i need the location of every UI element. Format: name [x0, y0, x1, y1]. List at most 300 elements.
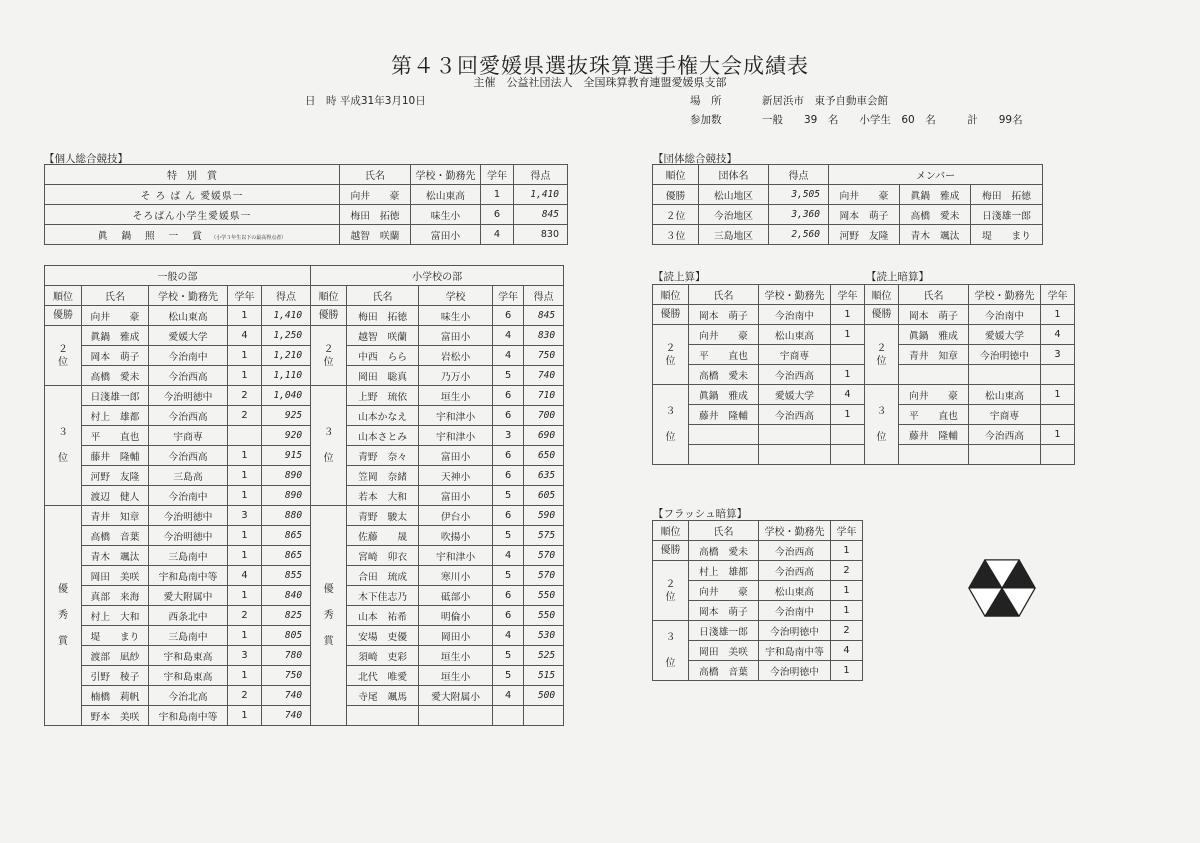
- grade-cell: 3: [1041, 345, 1075, 365]
- name-cell: 河野 友隆: [82, 466, 149, 486]
- rank-cell: ２ 位: [311, 326, 347, 386]
- table-row: [45, 686, 564, 706]
- grade-cell: [1041, 445, 1075, 465]
- table-row: [45, 446, 564, 466]
- school-cell: 垣生小: [419, 646, 493, 666]
- name-cell: 若本 大和: [347, 486, 419, 506]
- header-award: 特 別 賞: [45, 165, 340, 185]
- score-cell: 890: [262, 466, 311, 486]
- grade-cell: 1: [831, 601, 863, 621]
- score-cell: 525: [524, 646, 564, 666]
- name-cell: 平 直也: [899, 405, 969, 425]
- score-cell: 750: [524, 346, 564, 366]
- header-grade: 学年: [493, 286, 524, 306]
- grade-cell: 3: [493, 426, 524, 446]
- name-cell: 高橋 愛未: [689, 365, 759, 385]
- header-name: 氏名: [82, 286, 149, 306]
- header-team: 団体名: [699, 165, 769, 185]
- header-rank: 順位: [653, 165, 699, 185]
- member-cell: 眞鍋 雅成: [900, 185, 971, 205]
- school-cell: 今治南中: [759, 601, 831, 621]
- grade-cell: 1: [228, 586, 262, 606]
- anzan-section-title: 【読上暗算】: [866, 271, 929, 283]
- table-row: [45, 706, 564, 726]
- school-cell: 富田小: [419, 326, 493, 346]
- score-cell: 830: [524, 326, 564, 346]
- table-row: [45, 306, 564, 326]
- grade-cell: 4: [831, 641, 863, 661]
- table-row: [45, 406, 564, 426]
- grade-cell: 3: [228, 506, 262, 526]
- score-cell: 780: [262, 646, 311, 666]
- table-row: [45, 646, 564, 666]
- school-cell: 今治南中: [969, 305, 1041, 325]
- grade-cell: 2: [228, 406, 262, 426]
- score-cell: 690: [524, 426, 564, 446]
- name-cell: 梅田 拓徳: [347, 306, 419, 326]
- score-cell: 915: [262, 446, 311, 466]
- school-cell: 乃万小: [419, 366, 493, 386]
- grade-cell: 1: [228, 626, 262, 646]
- grade-cell: 3: [228, 646, 262, 666]
- name-cell: 向井 豪: [689, 325, 759, 345]
- school-cell: 宇和島東高: [149, 666, 228, 686]
- name-cell: 岡田 美咲: [689, 641, 759, 661]
- school-cell: 今治北高: [149, 686, 228, 706]
- score-cell: 805: [262, 626, 311, 646]
- rank-cell: 優勝: [653, 185, 699, 205]
- header-rank: 順位: [653, 285, 689, 305]
- school-cell: 三島南中: [149, 626, 228, 646]
- grade-cell: 1: [481, 185, 514, 205]
- header-school: 学校: [419, 286, 493, 306]
- score-cell: 605: [524, 486, 564, 506]
- school-cell: 今治南中: [759, 305, 831, 325]
- score-cell: 1,210: [262, 346, 311, 366]
- score-cell: 865: [262, 546, 311, 566]
- score-cell: 845: [514, 205, 568, 225]
- table-row: [45, 366, 564, 386]
- venue: 新居浜市 東予自動車会館: [762, 95, 888, 107]
- header-rank: 順位: [653, 521, 689, 541]
- grade-cell: 1: [1041, 385, 1075, 405]
- award-cell: [45, 225, 340, 245]
- rank-cell: ２位: [653, 205, 699, 225]
- name-cell: 向井 豪: [689, 581, 759, 601]
- name-cell: 藤井 隆輔: [899, 425, 969, 445]
- rank-cell: ２ 位: [45, 326, 82, 386]
- rank-cell: ３ 位: [311, 386, 347, 506]
- header-name: 氏名: [689, 285, 759, 305]
- award-cell: そろばん小学生愛媛県一: [45, 205, 340, 225]
- grade-cell: 6: [493, 386, 524, 406]
- rank-cell: 優勝: [865, 305, 899, 325]
- school-cell: 今治明徳中: [759, 661, 831, 681]
- grade-cell: 5: [493, 566, 524, 586]
- score-cell: 855: [262, 566, 311, 586]
- name-cell: 高橋 愛未: [82, 366, 149, 386]
- header-grade: 学年: [1041, 285, 1075, 305]
- school-cell: 宇和島南中等: [759, 641, 831, 661]
- school-cell: 今治西高: [759, 365, 831, 385]
- school-cell: 宇商専: [759, 345, 831, 365]
- school-cell: 三島南中: [149, 546, 228, 566]
- yomiage-table: [652, 284, 865, 465]
- name-cell: 中西 らら: [347, 346, 419, 366]
- score-cell: 880: [262, 506, 311, 526]
- school-cell: 今治西高: [759, 405, 831, 425]
- name-cell: 日淺雄一郎: [689, 621, 759, 641]
- flash-table: [652, 520, 863, 681]
- school-cell: 垣生小: [419, 666, 493, 686]
- name-cell: 北代 唯愛: [347, 666, 419, 686]
- school-cell: 松山東高: [969, 385, 1041, 405]
- table-row: [45, 205, 568, 225]
- table-row: [45, 606, 564, 626]
- grade-cell: 4: [493, 686, 524, 706]
- grade-cell: 4: [228, 566, 262, 586]
- school-cell: 味生小: [411, 205, 481, 225]
- table-row: [45, 225, 568, 245]
- team-cell: 三島地区: [699, 225, 769, 245]
- header-school: 学校・勤務先: [411, 165, 481, 185]
- table-row: [865, 305, 1075, 325]
- school-cell: [759, 445, 831, 465]
- name-cell: 真部 来海: [82, 586, 149, 606]
- name-cell: 堤 まり: [82, 626, 149, 646]
- score-cell: 740: [262, 706, 311, 726]
- award-note: （小学３年生以下の最高得点者）: [213, 234, 287, 241]
- score-cell: 590: [524, 506, 564, 526]
- score-cell: 700: [524, 406, 564, 426]
- name-cell: 引野 稜子: [82, 666, 149, 686]
- name-cell: 高橋 音葉: [689, 661, 759, 681]
- score-cell: 1,040: [262, 386, 311, 406]
- name-cell: 梅田 拓徳: [340, 205, 411, 225]
- member-cell: 堤 まり: [971, 225, 1043, 245]
- event-date: 日 時 平成31年3月10日: [305, 95, 426, 107]
- school-cell: 今治明徳中: [149, 526, 228, 546]
- school-cell: 今治明徳中: [759, 621, 831, 641]
- score-cell: 3,505: [769, 185, 829, 205]
- venue-label: 場 所: [690, 95, 722, 107]
- team-cell: 松山地区: [699, 185, 769, 205]
- rank-cell: 優 秀 賞: [311, 506, 347, 726]
- name-cell: 日淺雄一郎: [82, 386, 149, 406]
- name-cell: 楠橋 莉帆: [82, 686, 149, 706]
- grade-cell: 4: [493, 626, 524, 646]
- name-cell: 山本かなえ: [347, 406, 419, 426]
- score-cell: 925: [262, 406, 311, 426]
- name-cell: 岡田 聡真: [347, 366, 419, 386]
- grade-cell: 2: [831, 561, 863, 581]
- name-cell: 眞鍋 雅成: [689, 385, 759, 405]
- table-row: [865, 325, 1075, 345]
- school-cell: 岡田小: [419, 626, 493, 646]
- grade-cell: 1: [831, 325, 865, 345]
- score-cell: 530: [524, 626, 564, 646]
- school-cell: 松山東高: [759, 325, 831, 345]
- school-cell: 今治南中: [149, 346, 228, 366]
- school-cell: 吹揚小: [419, 526, 493, 546]
- grade-cell: 6: [493, 406, 524, 426]
- rank-cell: ３ 位: [865, 385, 899, 465]
- school-cell: 愛媛大学: [149, 326, 228, 346]
- table-row: [45, 586, 564, 606]
- school-cell: 松山東高: [759, 581, 831, 601]
- name-cell: 向井 豪: [340, 185, 411, 205]
- school-cell: 三島高: [149, 466, 228, 486]
- grade-cell: 1: [228, 446, 262, 466]
- grade-cell: [831, 445, 865, 465]
- award-text: 眞 鍋 照 一 賞: [97, 230, 204, 242]
- score-cell: 550: [524, 586, 564, 606]
- header-score: 得点: [262, 286, 311, 306]
- name-cell: 笠岡 奈緒: [347, 466, 419, 486]
- school-cell: 今治明徳中: [149, 506, 228, 526]
- grade-cell: 4: [493, 346, 524, 366]
- score-cell: 920: [262, 426, 311, 446]
- school-cell: 愛大附属小: [419, 686, 493, 706]
- grade-cell: 6: [493, 606, 524, 626]
- grade-cell: 6: [493, 586, 524, 606]
- score-cell: 635: [524, 466, 564, 486]
- school-cell: 富田小: [419, 446, 493, 466]
- name-cell: 須崎 吏彩: [347, 646, 419, 666]
- score-cell: 500: [524, 686, 564, 706]
- grade-cell: 1: [228, 546, 262, 566]
- name-cell: [347, 706, 419, 726]
- anzan-table: [864, 284, 1075, 465]
- name-cell: 高橋 愛未: [689, 541, 759, 561]
- school-cell: 松山東高: [149, 306, 228, 326]
- grade-cell: [831, 425, 865, 445]
- grade-cell: 5: [493, 366, 524, 386]
- name-cell: 藤井 隆輔: [82, 446, 149, 466]
- name-cell: 宮崎 卯衣: [347, 546, 419, 566]
- name-cell: 平 直也: [82, 426, 149, 446]
- member-cell: 梅田 拓徳: [971, 185, 1043, 205]
- grade-cell: 5: [493, 486, 524, 506]
- rank-cell: ２ 位: [653, 561, 689, 621]
- table-row: [653, 325, 865, 345]
- rank-cell: ２ 位: [865, 325, 899, 385]
- grade-cell: 6: [493, 446, 524, 466]
- table-row: [865, 385, 1075, 405]
- table-row: [45, 546, 564, 566]
- school-cell: 今治西高: [969, 425, 1041, 445]
- name-cell: 越智 咲蘭: [347, 326, 419, 346]
- name-cell: 渡辺 健人: [82, 486, 149, 506]
- page-title: 第４３回愛媛県選抜珠算選手権大会成績表: [391, 54, 809, 78]
- member-cell: 岡本 萌子: [829, 205, 900, 225]
- school-cell: 今治明徳中: [969, 345, 1041, 365]
- school-cell: 愛媛大学: [969, 325, 1041, 345]
- score-cell: 650: [524, 446, 564, 466]
- header-grade: 学年: [481, 165, 514, 185]
- grade-cell: 4: [493, 546, 524, 566]
- score-cell: 1,410: [514, 185, 568, 205]
- rank-cell: ３ 位: [653, 385, 689, 465]
- grade-cell: [1041, 405, 1075, 425]
- school-cell: 宇商専: [969, 405, 1041, 425]
- score-cell: 825: [262, 606, 311, 626]
- member-cell: 日淺雄一郎: [971, 205, 1043, 225]
- table-row: [45, 486, 564, 506]
- grade-cell: 1: [228, 526, 262, 546]
- school-cell: 今治西高: [149, 366, 228, 386]
- member-cell: 向井 豪: [829, 185, 900, 205]
- header-name: 氏名: [340, 165, 411, 185]
- score-cell: 570: [524, 546, 564, 566]
- name-cell: 合田 琉成: [347, 566, 419, 586]
- score-cell: 740: [524, 366, 564, 386]
- school-cell: 今治西高: [759, 561, 831, 581]
- award-cell: そ ろ ば ん 愛媛県一: [45, 185, 340, 205]
- table-row: [45, 666, 564, 686]
- header-rank: 順位: [865, 285, 899, 305]
- grade-cell: 5: [493, 526, 524, 546]
- rank-cell: 優勝: [311, 306, 347, 326]
- name-cell: 岡本 萌子: [82, 346, 149, 366]
- grade-cell: 1: [831, 661, 863, 681]
- name-cell: 岡本 萌子: [689, 305, 759, 325]
- name-cell: 寺尾 颯馬: [347, 686, 419, 706]
- table-row: [45, 386, 564, 406]
- name-cell: 青木 颯汰: [82, 546, 149, 566]
- name-cell: 向井 豪: [82, 306, 149, 326]
- name-cell: [689, 445, 759, 465]
- grade-cell: [1041, 365, 1075, 385]
- grade-cell: 5: [493, 666, 524, 686]
- school-cell: 今治西高: [149, 446, 228, 466]
- grade-cell: 2: [228, 386, 262, 406]
- grade-cell: 1: [1041, 425, 1075, 445]
- grade-cell: 1: [831, 541, 863, 561]
- name-cell: [689, 425, 759, 445]
- table-row: [653, 385, 865, 405]
- name-cell: 渡部 凪紗: [82, 646, 149, 666]
- score-cell: 710: [524, 386, 564, 406]
- yomiage-section-title: 【読上算】: [653, 271, 706, 283]
- grade-cell: 1: [1041, 305, 1075, 325]
- table-row: [45, 566, 564, 586]
- header-school: 学校・勤務先: [759, 285, 831, 305]
- rank-cell: ３位: [653, 225, 699, 245]
- table-row: [653, 185, 1043, 205]
- grade-cell: 1: [831, 305, 865, 325]
- shougaku-title: 小学校の部: [311, 266, 564, 286]
- member-cell: 河野 友隆: [829, 225, 900, 245]
- score-cell: 570: [524, 566, 564, 586]
- score-cell: 1,250: [262, 326, 311, 346]
- grade-cell: 6: [481, 205, 514, 225]
- name-cell: 青野 奈々: [347, 446, 419, 466]
- grade-cell: 6: [493, 306, 524, 326]
- table-row: [653, 205, 1043, 225]
- score-cell: 890: [262, 486, 311, 506]
- name-cell: 青野 駿太: [347, 506, 419, 526]
- participants: 一般 39 名 小学生 60 名 計 99名: [762, 114, 1023, 126]
- grade-cell: 1: [228, 306, 262, 326]
- school-cell: 宇和津小: [419, 406, 493, 426]
- name-cell: 岡本 萌子: [899, 305, 969, 325]
- name-cell: 眞鍋 雅成: [82, 326, 149, 346]
- table-row: [45, 526, 564, 546]
- grade-cell: 1: [228, 666, 262, 686]
- name-cell: [899, 445, 969, 465]
- school-cell: 垣生小: [419, 386, 493, 406]
- school-cell: 宇商専: [149, 426, 228, 446]
- grade-cell: 5: [493, 646, 524, 666]
- name-cell: 青井 知章: [82, 506, 149, 526]
- dantai-section-title: 【団体総合競技】: [653, 153, 737, 165]
- score-cell: 515: [524, 666, 564, 686]
- name-cell: 高橋 音葉: [82, 526, 149, 546]
- header-rank: 順位: [311, 286, 347, 306]
- grade-cell: 4: [831, 385, 865, 405]
- rank-cell: 優勝: [45, 306, 82, 326]
- name-cell: 安場 吏優: [347, 626, 419, 646]
- header-grade: 学年: [228, 286, 262, 306]
- grade-cell: 1: [228, 486, 262, 506]
- name-cell: 村上 雄都: [82, 406, 149, 426]
- name-cell: 木下佳志乃: [347, 586, 419, 606]
- school-cell: 砥部小: [419, 586, 493, 606]
- table-row: [653, 305, 865, 325]
- grade-cell: 2: [831, 621, 863, 641]
- school-cell: 今治南中: [149, 486, 228, 506]
- grade-cell: 4: [493, 326, 524, 346]
- name-cell: 村上 雄都: [689, 561, 759, 581]
- name-cell: 佐藤 晟: [347, 526, 419, 546]
- table-row: [653, 541, 863, 561]
- name-cell: 藤井 隆輔: [689, 405, 759, 425]
- dantai-table: [652, 164, 1043, 245]
- header-name: 氏名: [689, 521, 759, 541]
- table-row: [653, 225, 1043, 245]
- abacus-league-emblem-icon: [968, 558, 1036, 618]
- header-score: 得点: [514, 165, 568, 185]
- header-school: 学校・勤務先: [759, 521, 831, 541]
- rank-cell: ３ 位: [45, 386, 82, 506]
- school-cell: 富田小: [411, 225, 481, 245]
- school-cell: 愛媛大学: [759, 385, 831, 405]
- table-row: [45, 466, 564, 486]
- name-cell: 山本さとみ: [347, 426, 419, 446]
- school-cell: 寒川小: [419, 566, 493, 586]
- grade-cell: 4: [1041, 325, 1075, 345]
- school-cell: 宇和津小: [419, 546, 493, 566]
- header-score: 得点: [524, 286, 564, 306]
- school-cell: 松山東高: [411, 185, 481, 205]
- main-results-table: [44, 265, 564, 726]
- score-cell: 845: [524, 306, 564, 326]
- score-cell: 3,360: [769, 205, 829, 225]
- name-cell: [899, 365, 969, 385]
- participants-label: 参加数: [690, 114, 722, 126]
- score-cell: 1,410: [262, 306, 311, 326]
- header-name: 氏名: [899, 285, 969, 305]
- rank-cell: ３ 位: [653, 621, 689, 681]
- school-cell: 宇和島南中等: [149, 566, 228, 586]
- score-cell: 750: [262, 666, 311, 686]
- grade-cell: 2: [228, 686, 262, 706]
- grade-cell: [228, 426, 262, 446]
- member-cell: 高橋 愛未: [900, 205, 971, 225]
- name-cell: 岡田 美咲: [82, 566, 149, 586]
- school-cell: 愛大附属中: [149, 586, 228, 606]
